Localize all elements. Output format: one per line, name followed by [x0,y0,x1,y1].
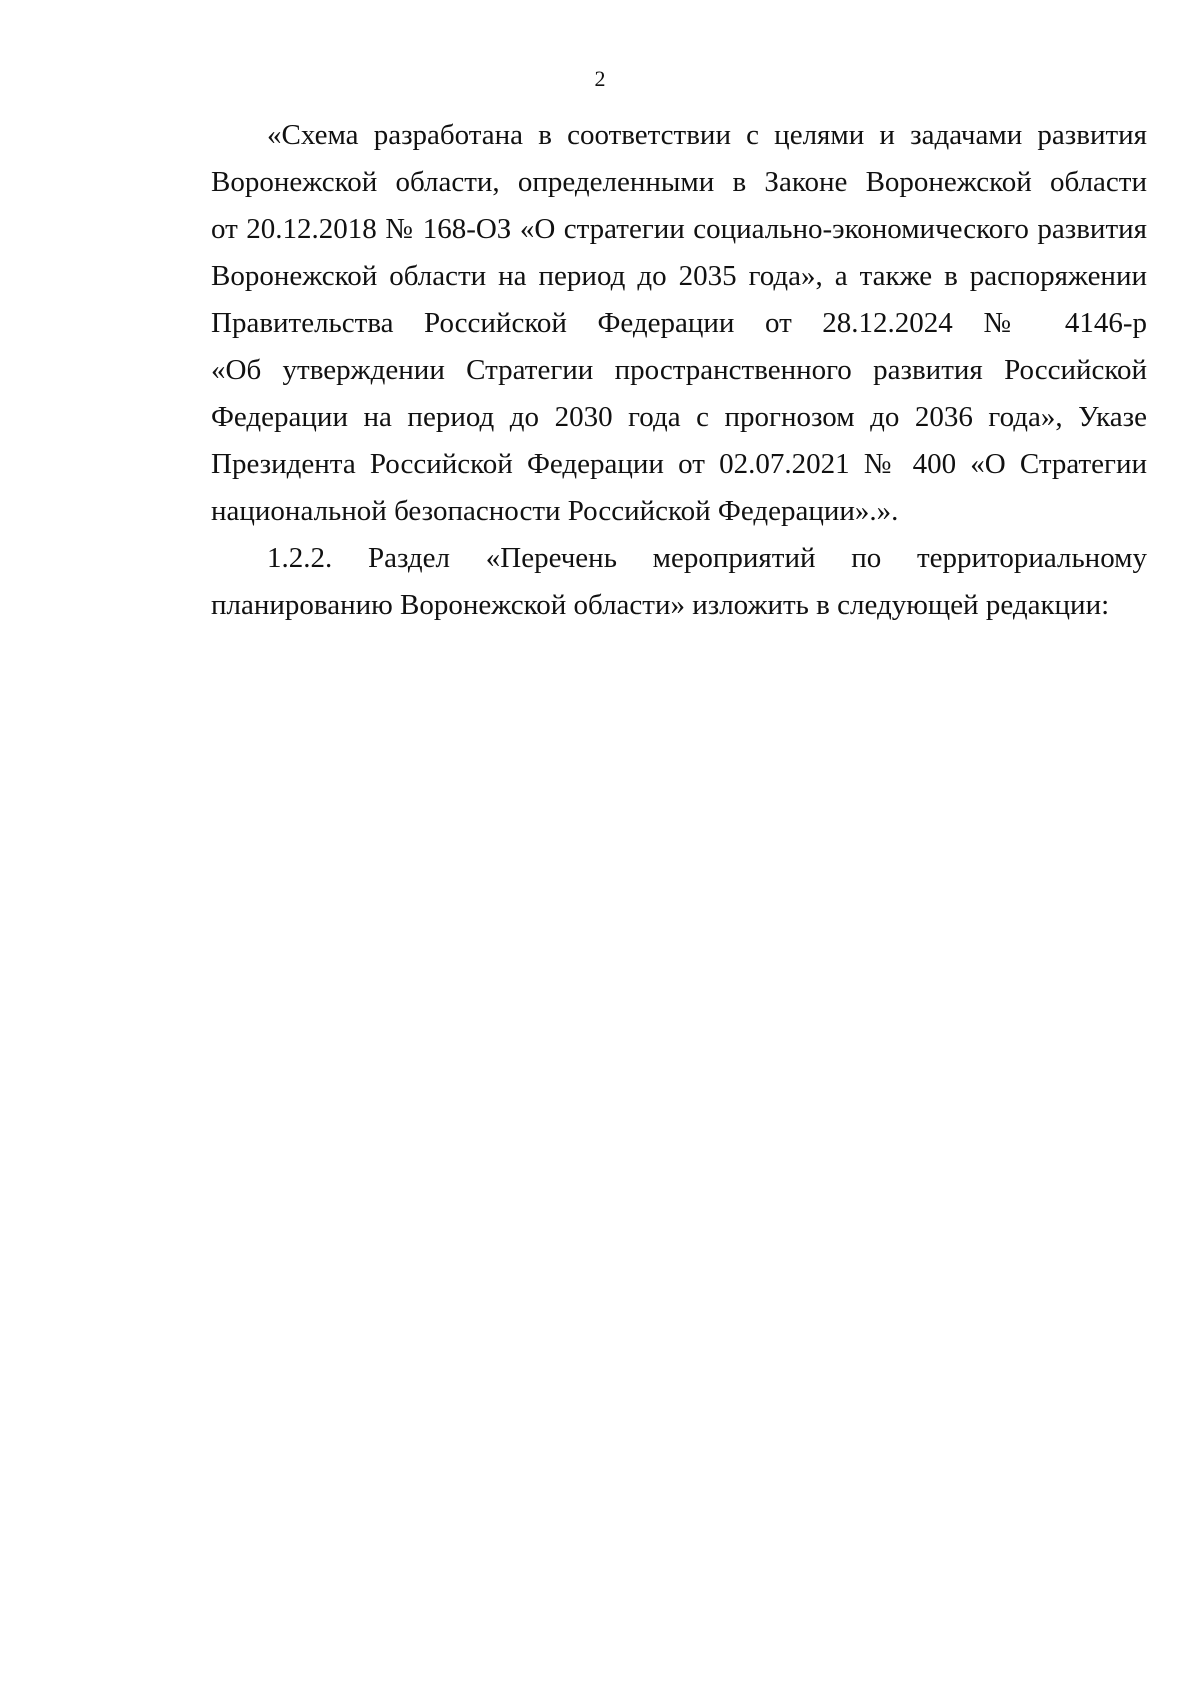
text-line: 1.2.2. Раздел «Перечень мероприятий по территориальному [267,542,1147,574]
paragraph-section-1-2-2 [211,535,1147,629]
text-line: Федерации на период до 2030 года с прогнозом до 2036 года», Указе [211,401,1147,433]
paragraph-scheme-description [211,112,1147,535]
text-line: от 20.12.2018 № 168-ОЗ «О стратегии социально-экономического развития [211,213,1147,245]
text-line: Президента Российской Федерации от 02.07.2021 № 400 «О Стратегии [211,448,1147,480]
page-number: 2 [594,66,606,91]
text-line: «Об утверждении Стратегии пространственного развития Российской [211,354,1147,386]
text-line: национальной безопасности Российской Федерации».». [211,495,899,527]
text-line: «Схема разработана в соответствии с целями и задачами развития [267,119,1147,151]
text-line: Правительства Российской Федерации от 28.12.2024 № 4146-р [211,307,1147,339]
text-line: Воронежской области на период до 2035 года», а также в распоряжении [211,260,1147,292]
text-line: Воронежской области, определенными в Законе Воронежской области [211,166,1147,198]
document-body [211,112,1147,629]
text-line: планированию Воронежской области» изложить в следующей редакции: [211,589,1110,621]
